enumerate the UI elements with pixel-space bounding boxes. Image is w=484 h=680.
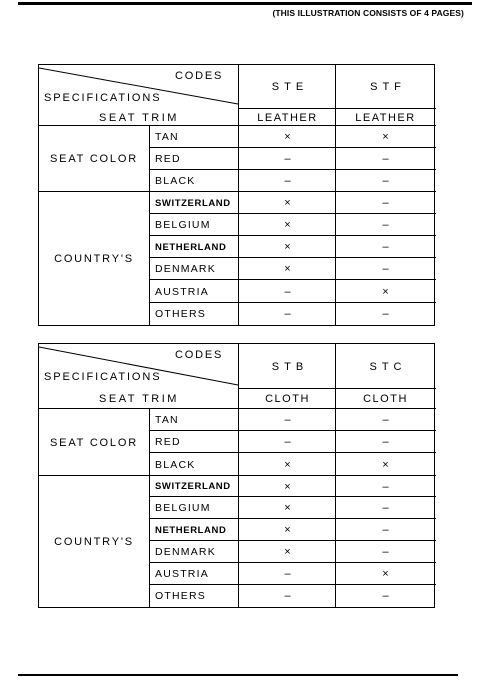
grid-line [39, 125, 436, 126]
option-others: OTHERS [155, 590, 206, 602]
option-denmark: DENMARK [155, 263, 216, 275]
mark-cell: × [284, 219, 291, 231]
option-black: BLACK [155, 175, 196, 187]
codes-label: CODES [175, 349, 224, 361]
grid-line [149, 279, 436, 280]
option-switzerland: SWITZERLAND [155, 197, 231, 209]
option-belgium: BELGIUM [155, 219, 211, 231]
spec-table-2 [38, 343, 435, 608]
seat-color-label: SEAT COLOR [50, 153, 138, 165]
grid-line [335, 65, 336, 325]
mark-cell: – [284, 308, 291, 320]
mark-cell: × [382, 285, 389, 298]
grid-line [149, 302, 436, 303]
option-tan: TAN [155, 414, 179, 426]
bottom-rule [18, 674, 458, 676]
mark-cell: × [382, 458, 389, 471]
mark-cell: – [284, 175, 291, 187]
illustration-note: (THIS ILLUSTRATION CONSISTS OF 4 PAGES) [272, 8, 464, 18]
top-rule [18, 2, 472, 5]
trim-col-2: LEATHER [355, 111, 416, 124]
mark-cell: – [382, 308, 389, 320]
mark-cell: – [284, 285, 291, 298]
code-col-1: STB [271, 360, 309, 373]
grid-line [149, 540, 436, 541]
option-austria: AUSTRIA [155, 285, 209, 298]
code-col-1: STE [271, 81, 309, 93]
grid-line [39, 191, 436, 192]
grid-line [149, 147, 436, 148]
mark-cell: – [382, 241, 389, 253]
grid-line [149, 257, 436, 258]
trim-col-2: CLOTH [363, 393, 408, 405]
mark-cell: × [284, 546, 291, 558]
option-belgium: BELGIUM [155, 502, 211, 514]
seat-color-label: SEAT COLOR [50, 436, 138, 449]
mark-cell: – [284, 153, 291, 165]
mark-cell: × [284, 458, 291, 471]
mark-cell: – [284, 414, 291, 426]
grid-line [149, 518, 436, 519]
grid-line [39, 408, 436, 409]
mark-cell: – [382, 502, 389, 514]
option-others: OTHERS [155, 308, 206, 320]
mark-cell: × [284, 241, 291, 253]
mark-cell: – [382, 197, 389, 209]
mark-cell: – [382, 436, 389, 448]
option-black: BLACK [155, 458, 196, 471]
trim-col-1: LEATHER [257, 111, 318, 124]
countrys-label: COUNTRY'S [54, 252, 134, 265]
mark-cell: × [284, 131, 291, 143]
code-col-2: STF [370, 81, 406, 93]
mark-cell: × [284, 197, 291, 209]
grid-line [149, 496, 436, 497]
mark-cell: × [382, 131, 389, 143]
mark-cell: × [284, 263, 291, 275]
grid-line [149, 409, 150, 607]
mark-cell: – [382, 175, 389, 187]
option-red: RED [155, 436, 181, 448]
mark-cell: – [382, 263, 389, 275]
grid-line [149, 169, 436, 170]
mark-cell: × [284, 480, 291, 493]
option-switzerland: SWITZERLAND [155, 481, 231, 492]
grid-line [238, 65, 239, 325]
grid-line [149, 213, 436, 214]
mark-cell: – [382, 546, 389, 558]
mark-cell: – [284, 590, 291, 602]
specifications-label: SPECIFICATIONS [44, 371, 162, 383]
spec-table-1 [38, 64, 435, 326]
option-austria: AUSTRIA [155, 568, 209, 580]
mark-cell: – [382, 153, 389, 165]
mark-cell: × [382, 568, 389, 580]
grid-line [149, 126, 150, 325]
option-denmark: DENMARK [155, 546, 216, 558]
trim-col-1: CLOTH [265, 393, 310, 405]
option-netherland: NETHERLAND [155, 241, 227, 253]
seat-trim-label: SEAT TRIM [99, 393, 179, 405]
option-netherland: NETHERLAND [155, 524, 227, 536]
mark-cell: – [284, 568, 291, 580]
option-red: RED [155, 153, 181, 165]
mark-cell: – [382, 524, 389, 536]
mark-cell: – [382, 414, 389, 426]
grid-line [149, 430, 436, 431]
seat-trim-label: SEAT TRIM [99, 111, 179, 124]
grid-line [149, 562, 436, 563]
grid-line [149, 452, 436, 453]
mark-cell: – [382, 590, 389, 602]
grid-line [39, 475, 436, 476]
grid-line [239, 108, 436, 109]
option-tan: TAN [155, 131, 179, 143]
grid-line [149, 235, 436, 236]
countrys-label: COUNTRY'S [54, 535, 134, 548]
mark-cell: – [382, 480, 389, 493]
code-col-2: STC [369, 360, 407, 373]
grid-line [239, 388, 436, 389]
specifications-label: SPECIFICATIONS [44, 92, 162, 104]
codes-label: CODES [175, 70, 224, 82]
mark-cell: – [382, 219, 389, 231]
mark-cell: × [284, 502, 291, 514]
mark-cell: × [284, 524, 291, 536]
grid-line [149, 584, 436, 585]
mark-cell: – [284, 436, 291, 448]
